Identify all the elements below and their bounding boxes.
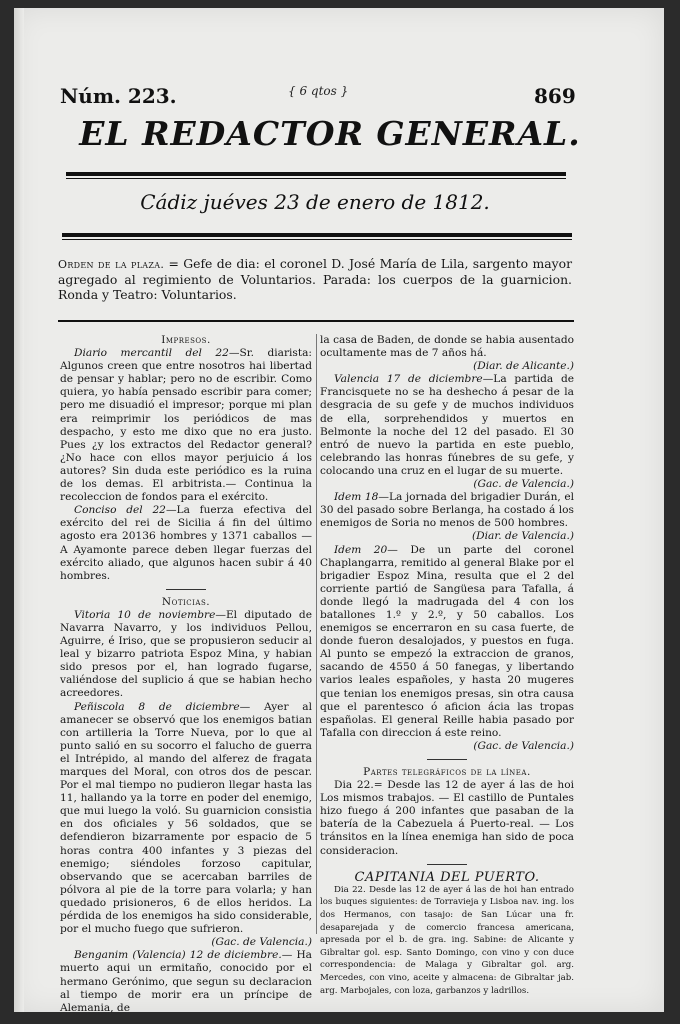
article-source: (Gac. de Valencia.) [473, 478, 574, 491]
issue-price: { 6 qtos } [288, 84, 349, 98]
article-valencia-17 [320, 373, 574, 478]
title-rule-thin [66, 178, 566, 179]
article-source: (Gac. de Valencia.) [211, 936, 312, 949]
article-text: — Ayer al amanecer se observó que los enemigos batian con artilleria la Torre Nueva, por lo que al punto salió en su socorro el falucho de guerra el Intrépido, al mando del alferez de fragata marques del Moral, con otros dos de pescar. Por el mal tiempo no pudieron llegar hasta las 11, hallando ya la torre en poder del enemigo, que mui luego la voló. Su guarnicion consistia en dos oficiales y 56 soldados, que se defendieron bizarramente por espacio de 5 horas contra 400 infantes y 3 piezas del enemigo; siéndoles forzoso capitular, observando que se acercaban barriles de pólvora al pie de la torre para volarla; y han quedado prisioneros, 6 de ellos heridos. La pérdida de los enemigos ha sido considerable, por el mucho fuego que sufrieron. [60, 700, 312, 936]
article-idem-20 [320, 544, 574, 740]
article-partes: Dia 22.= Desde las 12 de ayer á las de hoi Los mismos trabajos. — El castillo de Puntales hizo fuego á 200 infantes que pasaban de la batería de la Cabezuela á Puerto-real. — Los tránsitos en la línea enemiga han sido de poca consideracion. [320, 779, 574, 857]
left-column [60, 334, 312, 1015]
article-peniscola [60, 701, 312, 937]
article-lead: Peñiscola 8 de diciembre [74, 700, 240, 713]
date-rule-thin [62, 239, 572, 240]
issue-number: Núm. 223. [60, 84, 177, 108]
article-source: (Diar. de Alicante.) [473, 360, 574, 373]
page-spine [14, 8, 24, 1012]
article-baden [320, 334, 574, 360]
article-text: —La fuerza efectiva del exército del rei de Sicilia á fin del último agosto era 20136 hombres y 1371 caballos — A Ayamonte parece deben llegar fuerzas del exército aliado, que algunos hacen subir á 40 hombres. [60, 504, 312, 582]
short-rule [427, 864, 467, 865]
orden-de-la-plaza [58, 256, 572, 302]
short-rule [166, 589, 206, 590]
article-text: —La partida de Francisquete no se ha deshecho á pesar de la desgracia de su gefe y de muchos individuos de ella, sorprehendidos y muertos en Belmonte la noche del 12 del pasado. El 30 entró de nuevo la partida en este pueblo, celebrando las honras fúnebres de su gefe, y colocando una cruz en el lugar de su muerte. [320, 373, 574, 477]
article-text: —Sr. diarista: Algunos creen que entre nosotros hai libertad de pensar y hablar; pero no de escribir. Como quiera, yo había pensado escribir para comer; pero me disuadió el impresor; porque mi plan era reimprimir los periódicos de mas despacho, y esto me dixo que no era justo. Pues ¿y los extractos del Redactor general? ¿No hace con ellos mayor perjuicio á los autores? Sin duda este periódico es la ruina de los demas. El arbitrista.— Continua la recoleccion de fondos para el exército. [60, 347, 312, 504]
article-lead: Idem 18 [334, 491, 379, 504]
title-rule-thick [66, 172, 566, 176]
article-conciso [60, 504, 312, 583]
right-column [320, 334, 574, 997]
article-idem-18 [320, 491, 574, 530]
article-lead: Valencia 17 de diciembre [334, 373, 483, 386]
short-rule [427, 759, 467, 760]
article-text: la casa de Baden, de donde se habia ausentado ocultamente mas de 7 años há. [320, 334, 574, 360]
capitania-heading: CAPITANIA DEL PUERTO. [354, 869, 540, 885]
issue-date: Cádiz juéves 23 de enero de 1812. [140, 190, 490, 214]
article-text: — De un parte del coronel Chaplangarra, remitido al general Blake por el brigadier Espoz Mina, resulta que el 2 del corriente partió de Sangüesa para Tafalla, á donde llegó la madrugada del 4 con los batallones 1.º y 2.º, y 50 caballos. Los enemigos se encerraron en su casa fuerte, de donde fueron desalojados, y puestos en fuga. Al punto se empezó la extraccion de granos, sacando de 4550 á 50 fanegas, y libertando varios leales españoles, y hasta 20 mugeres que tenian los enemigos presas, sin otra causa que el parentesco ó aficion ácia las tropas españolas. El general Reille habia pasado por Tafalla con direccion á este reino. [320, 543, 574, 739]
article-source: (Diar. de Valencia.) [472, 530, 574, 543]
orden-text: = Gefe de dia: el coronel D. José María de Lila, sargento mayor agregado al regimiento de Voluntarios. Parada: los cuerpos de la guarnicion. Ronda y Teatro: Voluntarios. [58, 256, 572, 302]
article-text: — Ha muerto aqui un ermitaño, conocido por el hermano Gerónimo, que segun su declaracion al tiempo de morir era un príncipe de Alemania, de [60, 949, 312, 1014]
article-lead: Vitoria 10 de noviembre [74, 608, 216, 621]
article-text: —La jornada del brigadier Durán, el 30 del pasado sobre Berlanga, ha costado á los enemigos de Soria no menos de 500 hombres. [320, 491, 575, 530]
article-capitania: Dia 22. Desde las 12 de ayer á las de hoi han entrado los buques siguientes: de Torravieja y Lisboa nav. ing. los dos Hermanos, con tasajo: de San Lúcar una fr. desaparejada y de comercio francesa americana, apresada por el b. de gra. ing. Sabine: de Alicante y Gibraltar gol. esp. Santo Domingo, con vino y con duce correspondencia: de Malaga y Gibraltar gol. arg. Mercedes, con vino, aceite y almacena: de Gibraltar jab. arg. Marbojales, con loza, garbanzos y ladrillos. [320, 884, 574, 996]
article-lead: Conciso del 22 [74, 504, 166, 517]
article-lead: Benganim (Valencia) 12 de diciembre. [74, 949, 282, 962]
article-lead: Diario mercantil del 22 [74, 347, 229, 360]
orden-label: Orden de la plaza. [58, 258, 165, 271]
page-number: 869 [534, 84, 576, 108]
column-divider [316, 334, 317, 934]
article-source: (Gac. de Valencia.) [473, 739, 574, 752]
article-diario-mercantil [60, 347, 312, 504]
article-text: —El diputado de Navarra Navarro, y los individuos Pellou, Aguirre, é Iriso, que se propusieron seducir al leal y bizarro patriota Espoz Mina, y habian sido presos por el, han logrado fugarse, valiéndose del suplicio á que se habian hecho acreedores. [60, 608, 312, 700]
article-vitoria [60, 609, 312, 701]
noticias-heading: Noticias. [161, 595, 211, 608]
newspaper-title: EL REDACTOR GENERAL. [79, 114, 581, 153]
partes-heading: Partes telegráficos de la línea. [363, 766, 531, 778]
article-lead: Idem 20 [334, 543, 388, 556]
date-rule-thick [62, 233, 572, 237]
impresos-heading: Impresos. [161, 334, 211, 346]
section-rule [58, 320, 574, 322]
article-benganim [60, 949, 312, 1014]
